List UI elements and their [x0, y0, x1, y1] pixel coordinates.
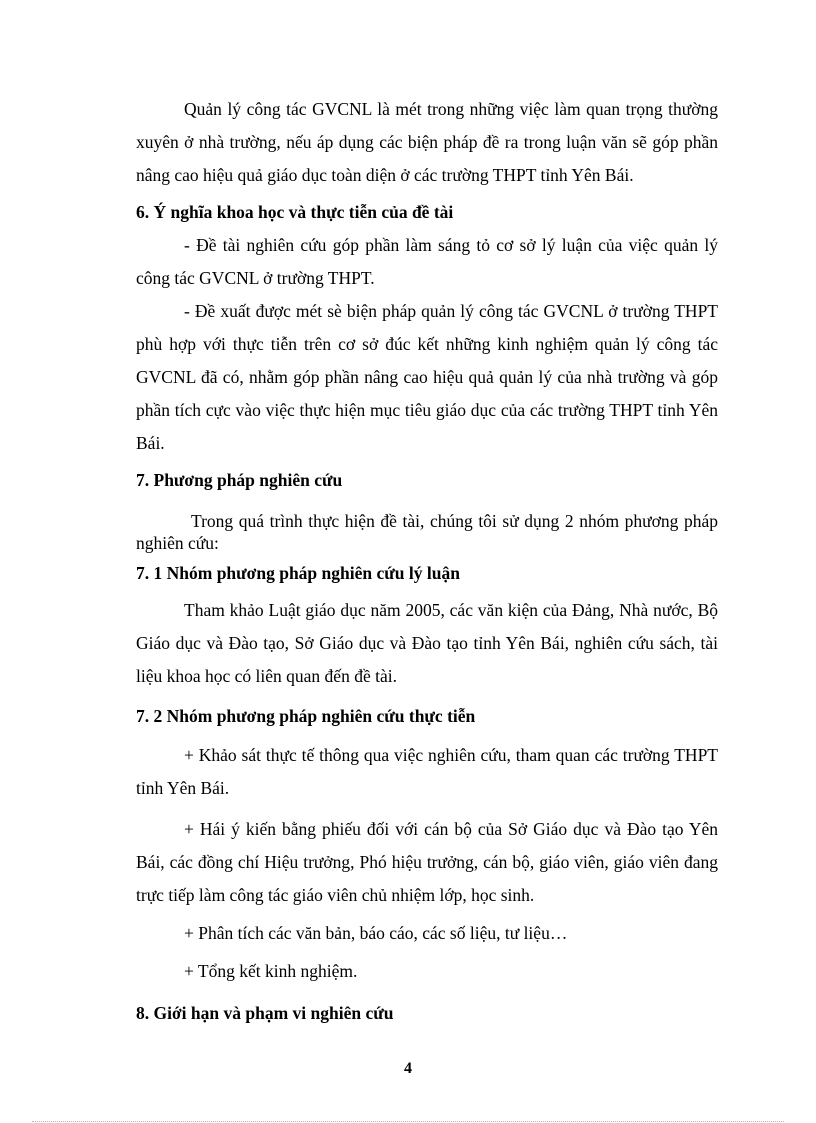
section-8-heading: 8. Giới hạn và phạm vi nghiên cứu [136, 1003, 394, 1023]
section-7-1-heading: 7. 1 Nhóm phương pháp nghiên cứu lý luận [136, 563, 460, 583]
practice-method-4: + Tổng kết kinh nghiệm. [184, 961, 358, 981]
page-number: 4 [404, 1060, 412, 1077]
theory-methods-paragraph: Tham khảo Luật giáo dục năm 2005, các văn kiện của Đảng, Nhà nước, Bộ Giáo dục và Đào tạo, Sở Giáo dục và Đào tạo tỉnh Yên Bái, nghiên cứu sách, tài liệu khoa học có liên quan đến đề tài. [136, 600, 718, 686]
practice-method-3: + Phân tích các văn bản, báo cáo, các số liệu, tư liệu… [184, 923, 568, 943]
intro-paragraph: Quản lý công tác GVCNL là mét trong những việc làm quan trọng thường xuyên ở nhà trường, nếu áp dụng các biện pháp đề ra trong luận văn sẽ góp phần nâng cao hiệu quả giáo dục toàn diện ở các trường THPT tỉnh Yên Bái. [136, 99, 718, 185]
significance-item-2: - Đề xuất được mét sè biện pháp quản lý công tác GVCNL ở trường THPT phù hợp với thực tiễn trên cơ sở đúc kết những kinh nghiệm quản lý công tác GVCNL đã có, nhằm góp phần nâng cao hiệu quả quản lý của nhà trường và góp phần tích cực vào việc thực hiện mục tiêu giáo dục của các trường THPT tỉnh Yên Bái. [136, 301, 718, 453]
methods-intro-paragraph: Trong quá trình thực hiện đề tài, chúng tôi sử dụng 2 nhóm phương pháp nghiên cứu: [136, 511, 718, 553]
section-7-heading: 7. Phương pháp nghiên cứu [136, 470, 343, 490]
section-7-2-heading: 7. 2 Nhóm phương pháp nghiên cứu thực tiễn [136, 706, 476, 726]
page-bottom-divider [32, 1121, 784, 1122]
significance-item-1: - Đề tài nghiên cứu góp phần làm sáng tỏ cơ sở lý luận của việc quản lý công tác GVCNL ở trường THPT. [136, 235, 718, 288]
practice-method-1: + Khảo sát thực tế thông qua việc nghiên cứu, tham quan các trường THPT tỉnh Yên Bái. [136, 745, 718, 798]
practice-method-2: + Hái ý kiến bằng phiếu đối với cán bộ của Sở Giáo dục và Đào tạo Yên Bái, các đồng chí Hiệu trưởng, Phó hiệu trưởng, cán bộ, giáo viên, giáo viên đang trực tiếp làm công tác giáo viên chủ nhiệm lớp, học sinh. [136, 819, 718, 905]
section-6-heading: 6. Ý nghĩa khoa học và thực tiễn của đề tài [136, 202, 454, 222]
